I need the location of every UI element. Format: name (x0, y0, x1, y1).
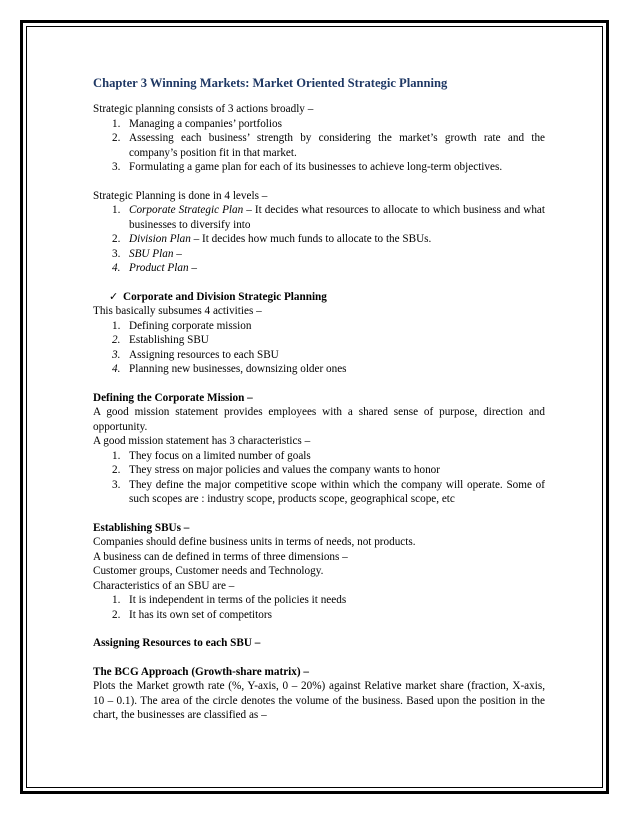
section5-line: Companies should define business units in terms of needs, not products. (93, 536, 416, 548)
list-number: 2. (112, 233, 121, 245)
list-text: They define the major competitive scope within which the company will operate. Some of such scopes are : industry scope, products scope, geographical scope, etc (129, 478, 545, 505)
plan-desc: – (188, 262, 197, 274)
section5-line: Customer groups, Customer needs and Technology. (93, 565, 324, 577)
section3-intro: This basically subsumes 4 activities – (93, 305, 262, 317)
document-body (93, 75, 545, 723)
list-number: 4. (112, 363, 121, 375)
chapter-title: Chapter 3 Winning Markets: Market Oriented Strategic Planning (93, 76, 448, 90)
plan-term: Division Plan (129, 233, 191, 245)
list-number: 1. (112, 117, 121, 130)
section6-heading (93, 636, 545, 651)
section4-list (93, 449, 545, 507)
list-item (93, 131, 545, 160)
list-item (93, 333, 545, 348)
list-number: 1. (112, 594, 121, 606)
list-item (93, 203, 545, 232)
list-number: 3. (112, 348, 121, 361)
list-number: 1. (112, 449, 121, 462)
section4-para2: A good mission statement has 3 characteristics – (93, 435, 311, 447)
section7-heading-text: The BCG Approach (Growth-share matrix) – (93, 665, 309, 678)
plan-term: SBU Plan (129, 247, 174, 260)
list-number: 2. (112, 608, 121, 621)
section5-line: A business can de defined in terms of three dimensions – (93, 550, 348, 563)
list-text: It is independent in terms of the policies it needs (129, 594, 347, 606)
plan-desc: – (173, 247, 182, 260)
list-text: Formulating a game plan for each of its businesses to achieve long-term objectives. (129, 161, 503, 173)
list-text: Assigning resources to each SBU (129, 348, 279, 361)
list-text: Planning new businesses, downsizing older ones (129, 363, 347, 375)
list-number: 2. (112, 464, 121, 476)
list-item (93, 117, 545, 132)
section1-list (93, 117, 545, 175)
list-number: 3. (112, 478, 121, 491)
plan-term: Corporate Strategic Plan (129, 204, 244, 216)
plan-desc: – It decides how much funds to allocate to the SBUs. (190, 233, 432, 245)
list-number: 2. (112, 132, 121, 144)
list-number: 4. (112, 262, 121, 274)
list-item (93, 247, 545, 262)
section5-heading-text: Establishing SBUs – (93, 521, 190, 534)
section3-list (93, 319, 545, 377)
list-item (93, 362, 545, 377)
list-item (93, 160, 545, 175)
list-text: It has its own set of competitors (129, 608, 272, 621)
section2-intro: Strategic Planning is done in 4 levels – (93, 189, 268, 202)
list-text: Managing a companies’ portfolios (129, 117, 282, 130)
list-item (93, 478, 545, 507)
section5-heading (93, 521, 545, 536)
section4-para1: A good mission statement provides employees with a shared sense of purpose, direction and opportunity. (93, 406, 545, 433)
list-text: Defining corporate mission (129, 319, 252, 332)
section5-line: Characteristics of an SBU are – (93, 579, 235, 592)
list-item (93, 348, 545, 363)
checkmark-icon: ✓ (109, 290, 119, 303)
list-number: 1. (112, 204, 121, 216)
section3-heading (93, 290, 545, 305)
list-text: Establishing SBU (129, 334, 209, 346)
section1-intro: Strategic planning consists of 3 actions broadly – (93, 103, 314, 115)
list-item (93, 319, 545, 334)
section7-heading (93, 665, 545, 680)
section2-list (93, 203, 545, 276)
list-item (93, 232, 545, 247)
list-item (93, 463, 545, 478)
list-text: Assessing each business’ strength by considering the market’s growth rate and the company’s position fit in that market. (129, 132, 545, 159)
section3-heading-text: Corporate and Division Strategic Planning (123, 290, 327, 303)
list-number: 3. (112, 161, 121, 173)
list-item (93, 449, 545, 464)
list-number: 3. (112, 247, 121, 260)
list-text: They focus on a limited number of goals (129, 449, 311, 462)
section4-heading-text: Defining the Corporate Mission – (93, 391, 253, 404)
plan-term: Product Plan (129, 262, 189, 274)
list-text: They stress on major policies and values the company wants to honor (129, 464, 441, 476)
plan-desc: – It decides what resources to allocate to which business and what businesses to diversify into (129, 204, 545, 231)
section6-heading-text: Assigning Resources to each SBU – (93, 637, 261, 649)
section4-heading (93, 391, 545, 406)
list-number: 1. (112, 319, 121, 332)
section7-para: Plots the Market growth rate (%, Y-axis, 0 – 20%) against Relative market share (fraction, X-axis, 10 – 0.1). The area of the circle denotes the volume of the business. Based upon the position in the chart, the businesses are classified as – (93, 680, 545, 721)
list-item (93, 593, 545, 608)
list-item (93, 261, 545, 276)
list-item (93, 608, 545, 623)
section5-list (93, 593, 545, 622)
list-number: 2. (112, 334, 121, 346)
